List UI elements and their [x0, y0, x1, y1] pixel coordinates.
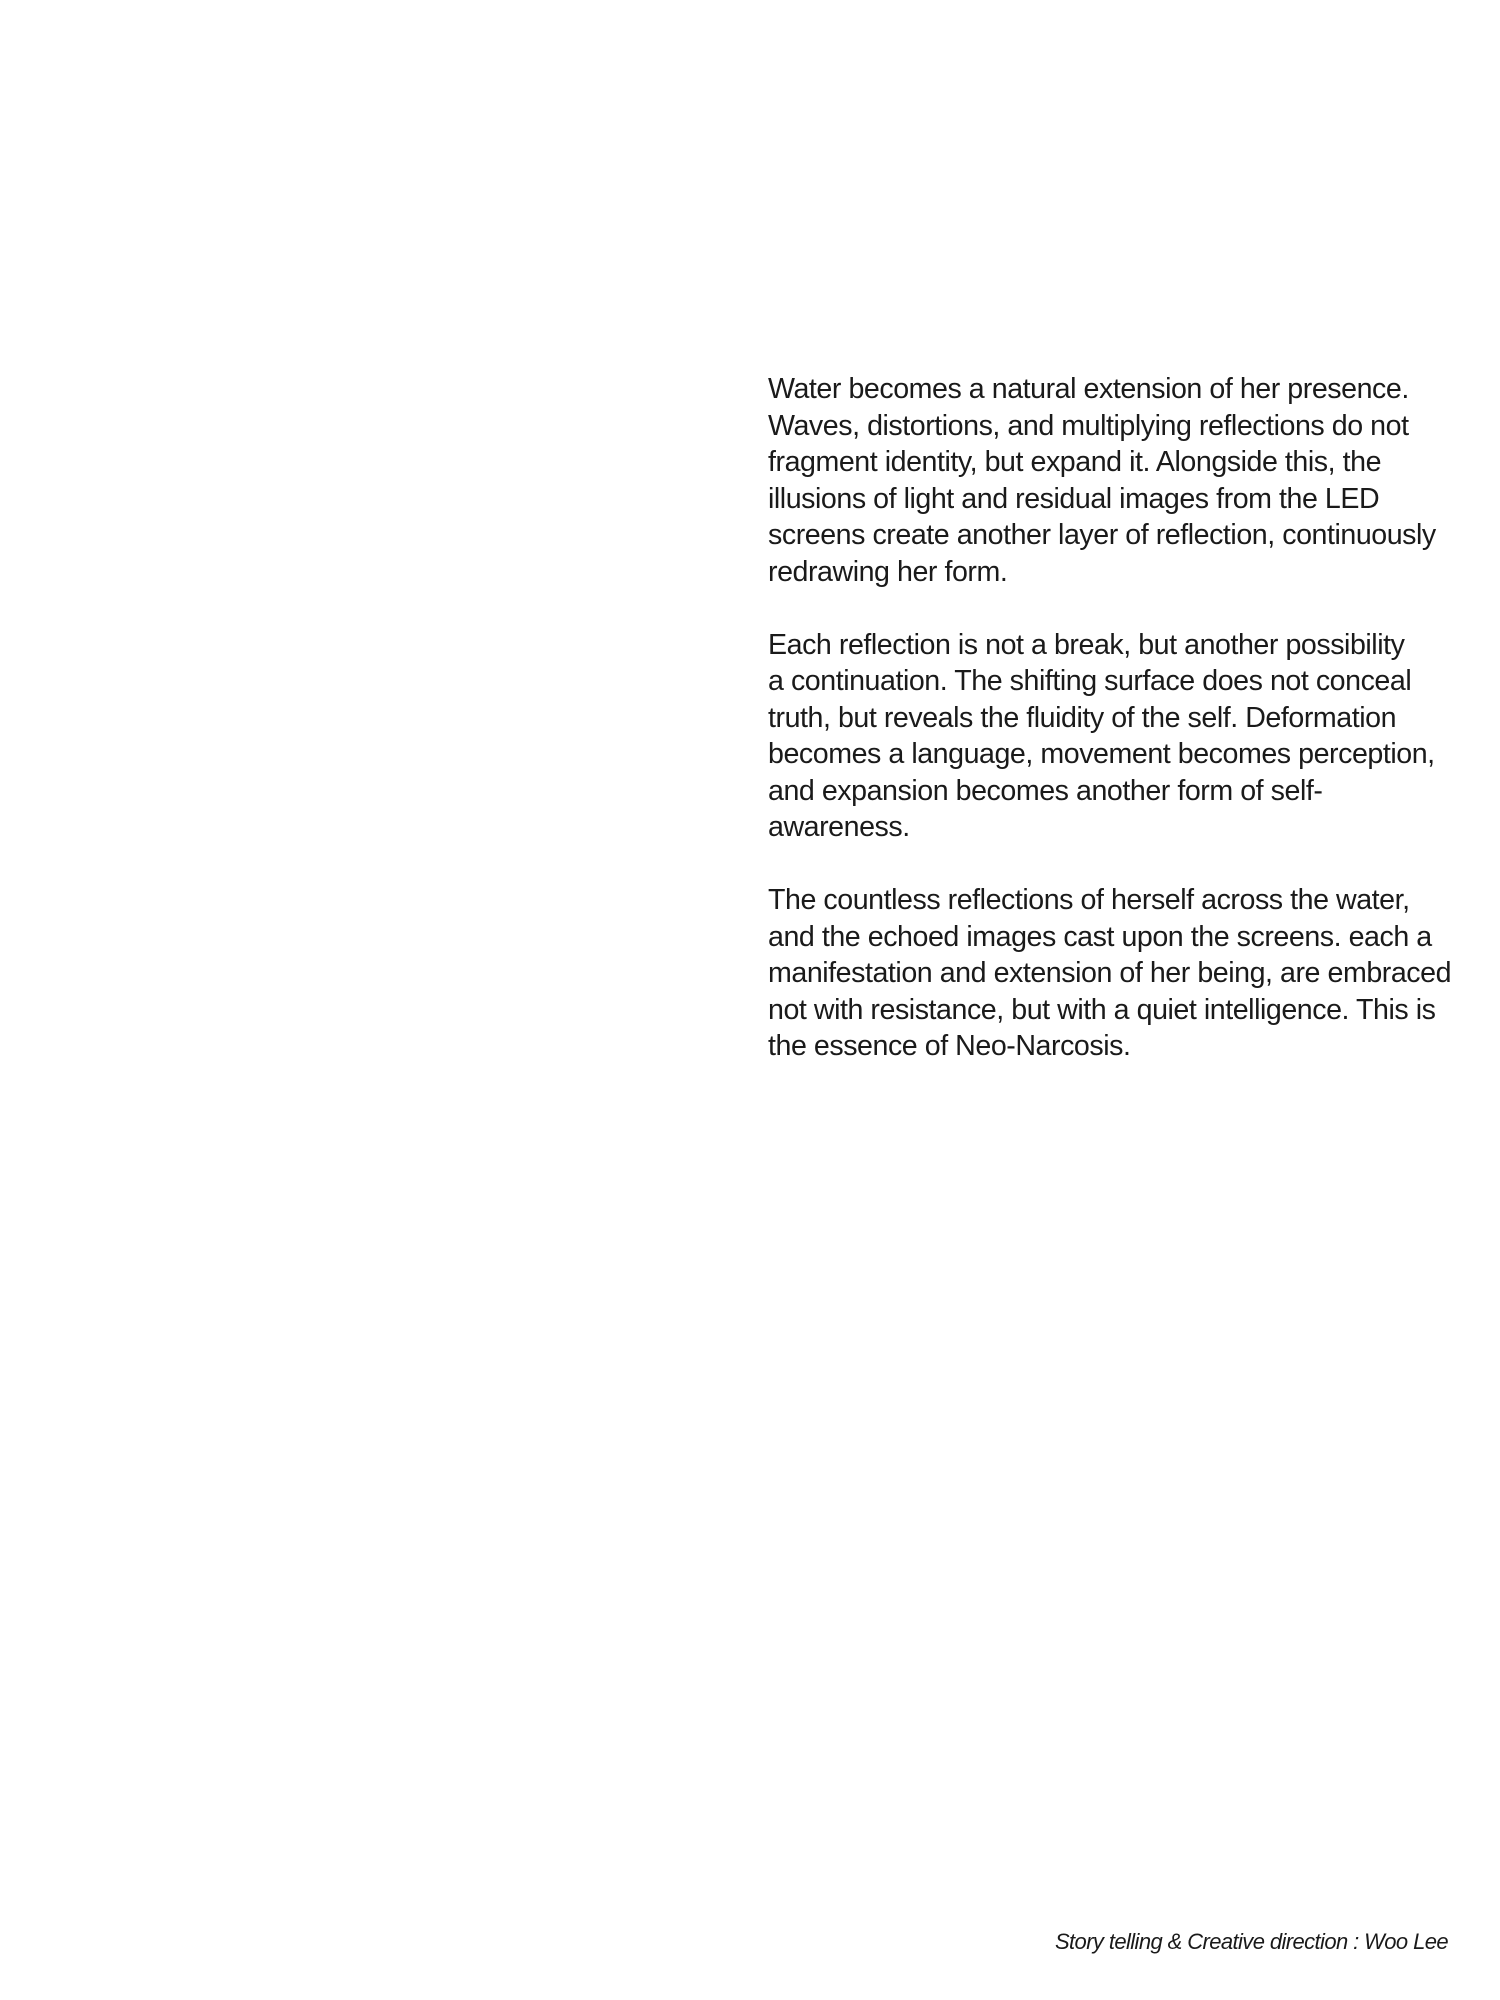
paragraph-3: [768, 882, 1468, 1065]
paragraph-line: truth, but reveals the fluidity of the self. Deformation: [768, 701, 1397, 734]
paragraph-line: and the echoed images cast upon the screens. each a: [768, 920, 1432, 953]
paragraph-line: the essence of Neo-Narcosis.: [768, 1030, 1131, 1062]
body-text: [768, 371, 1468, 1101]
paragraph-line: Water becomes a natural extension of her presence.: [768, 373, 1409, 405]
paragraph-line: becomes a language, movement becomes perception,: [768, 738, 1435, 770]
paragraph-2: [768, 627, 1468, 846]
paragraph-line: screens create another layer of reflection, continuously: [768, 519, 1436, 551]
paragraph-line: The countless reflections of herself across the water,: [768, 884, 1410, 916]
paragraph-line: manifestation and extension of her being, are embraced: [768, 957, 1452, 989]
paragraph-line: Each reflection is not a break, but another possibility: [768, 628, 1405, 661]
paragraph-line: and expansion becomes another form of self-: [768, 774, 1323, 807]
paragraph-line: illusions of light and residual images from the LED: [768, 482, 1380, 515]
paragraph-line: Waves, distortions, and multiplying reflections do not: [768, 409, 1409, 442]
paragraph-line: a continuation. The shifting surface does not conceal: [768, 665, 1412, 697]
paragraph-line: awareness.: [768, 811, 910, 843]
paragraph-line: redrawing her form.: [768, 555, 1008, 588]
paragraph-line: not with resistance, but with a quiet intelligence. This is: [768, 993, 1436, 1026]
credit-line: Story telling & Creative direction : Woo Lee: [1054, 1929, 1448, 1954]
paragraph-line: fragment identity, but expand it. Alongside this, the: [768, 446, 1382, 478]
paragraph-1: [768, 371, 1468, 590]
